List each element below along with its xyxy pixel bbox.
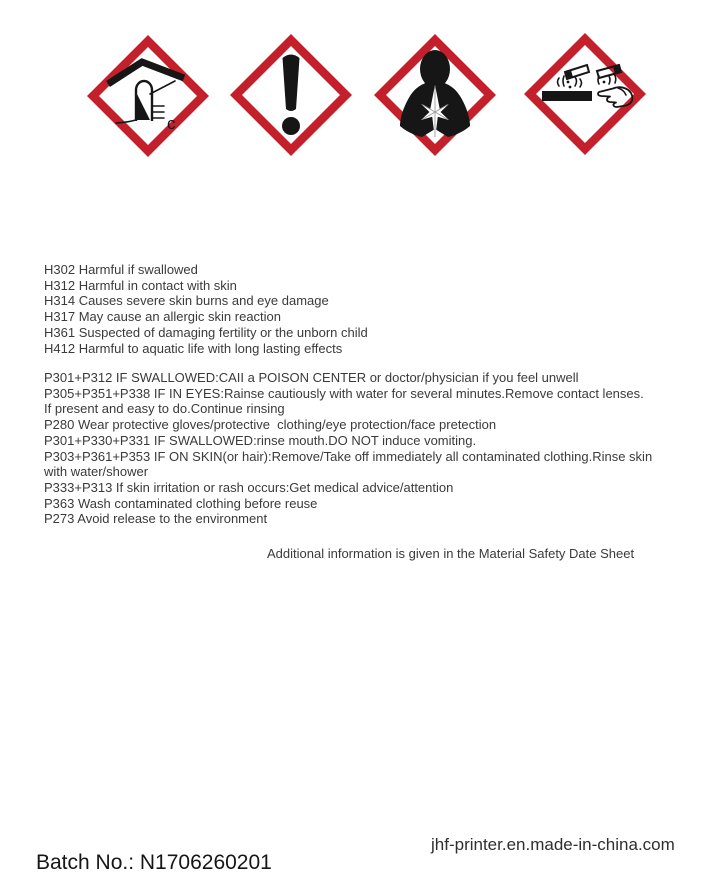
health-hazard-icon — [373, 33, 497, 157]
hazard-statement-line: H317 May cause an allergic skin reaction — [44, 309, 282, 325]
batch-number: Batch No.: N1706260201 — [36, 851, 272, 874]
hazard-statement-line: H314 Causes severe skin burns and eye damage — [44, 293, 329, 309]
watermark-url: jhf-printer.en.made-in-china.com — [431, 835, 675, 854]
precautionary-statement-line: with water/shower — [44, 464, 149, 480]
precautionary-statement-line: P280 Wear protective gloves/protective clothing/eye protection/face pretection — [44, 417, 497, 433]
thermometer-under-roof-icon — [86, 34, 210, 158]
precautionary-statement-line: P305+P351+P338 IF IN EYES:Rainse cautiously with water for several minutes.Remove contact lenses. — [44, 385, 644, 401]
exclamation-mark-icon — [229, 33, 353, 157]
precautionary-statement-line: If present and easy to do.Continue rinsing — [44, 401, 285, 417]
celsius-letter: c — [167, 114, 176, 133]
precautionary-statements — [44, 370, 652, 527]
hazard-statement-line: H302 Harmful if swallowed — [44, 262, 198, 277]
hazard-statement-line: H412 Harmful to aquatic life with long lasting effects — [44, 340, 343, 356]
hazard-statements — [44, 262, 368, 356]
precautionary-statement-line: P363 Wash contaminated clothing before reuse — [44, 495, 318, 511]
hazard-statement-line: H312 Harmful in contact with skin — [44, 277, 237, 293]
corrosive-icon — [523, 32, 647, 156]
precautionary-statement-line: P273 Avoid release to the environment — [44, 511, 268, 527]
precautionary-statement-line: P303+P361+P353 IF ON SKIN(or hair):Remove/Take off immediately all contaminated clothing.Rinse skin — [44, 448, 653, 464]
precautionary-statement-line: P301+P312 IF SWALLOWED:CAII a POISON CENTER or doctor/physician if you feel unwell — [44, 370, 579, 385]
precautionary-statement-line: P333+P313 If skin irritation or rash occurs:Get medical advice/attention — [44, 479, 454, 495]
hazard-statement-line: H361 Suspected of damaging fertility or the unborn child — [44, 324, 368, 340]
additional-info-note: Additional information is given in the Material Safety Date Sheet — [267, 546, 635, 561]
precautionary-statement-line: P301+P330+P331 IF SWALLOWED:rinse mouth.DO NOT induce vomiting. — [44, 432, 477, 448]
